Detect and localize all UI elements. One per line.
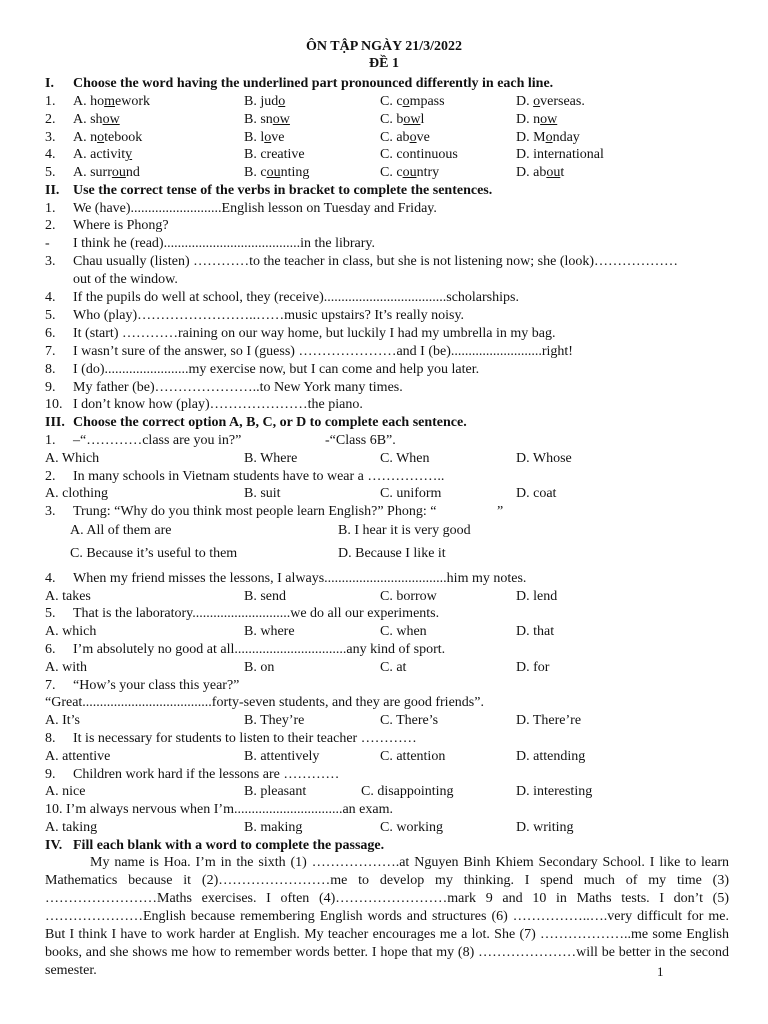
question-3-5-options xyxy=(45,623,735,640)
option-c: C. when xyxy=(380,624,427,639)
option-a: A. show xyxy=(73,111,120,127)
option-a: A. Which xyxy=(45,451,100,466)
question-2-line: 8. I (do)........................my exercise now, but I can come and help you later. xyxy=(45,362,480,377)
question-2-line: 7. I wasn’t sure of the answer, so I (guess) …………………and I (be)..........................right! xyxy=(45,344,573,359)
option-b: B. on xyxy=(244,660,275,675)
option-d: D. international xyxy=(516,147,604,163)
question-3-8-options xyxy=(45,748,735,765)
option-c: C. attention xyxy=(380,749,446,764)
option-d: D. for xyxy=(516,660,550,675)
option-d: D. Whose xyxy=(516,451,572,466)
question-3-7: 7. “How’s your class this year?” xyxy=(45,678,240,693)
question-3-3: 3. Trung: “Why do you think most people learn English?” Phong: “ ” xyxy=(45,504,504,519)
question-3-9-options xyxy=(45,783,735,800)
question-3-4: 4. When my friend misses the lessons, I always...................................him my notes. xyxy=(45,571,527,586)
option-a: A. takes xyxy=(45,589,91,604)
question-3-7-options xyxy=(45,712,735,729)
option-c: C. Because it’s useful to them xyxy=(70,546,238,561)
option-b: B. send xyxy=(244,589,286,604)
option-b: B. attentively xyxy=(244,749,320,764)
question-3-9: 9. Children work hard if the lessons are ………… xyxy=(45,767,340,782)
question-3-1-options xyxy=(45,450,735,467)
option-b: B. counting xyxy=(244,165,310,181)
question-2-line: 1. We (have)..........................English lesson on Tuesday and Friday. xyxy=(45,201,437,216)
option-d: D. about xyxy=(516,165,565,181)
option-c: C. country xyxy=(380,165,440,181)
question-1-1: 1. A. homework B. judo C. compass D. overseas. xyxy=(45,94,585,109)
option-c: C. bowl xyxy=(380,111,425,127)
page-subtitle: ĐỀ 1 xyxy=(369,56,399,71)
question-2-line: 4. If the pupils do well at school, they (receive)...................................scholarships. xyxy=(45,290,519,305)
option-d: D. overseas. xyxy=(516,94,585,109)
question-3-4-options xyxy=(45,588,735,605)
question-2-line: 6. It (start) …………raining on our way home, but luckily I had my umbrella in my bag. xyxy=(45,326,556,341)
option-a: A. taking xyxy=(45,820,98,835)
option-a: A. It’s xyxy=(45,713,80,728)
option-b: B. pleasant xyxy=(244,784,307,799)
question-3-6-options xyxy=(45,659,735,676)
question-1-2: 2. A. show B. snow C. bowl D. now xyxy=(45,111,558,127)
page-number: 1 xyxy=(657,964,664,979)
question-3-3-options-cd xyxy=(45,545,735,562)
option-b: B. They’re xyxy=(244,713,305,728)
question-3-2: 2. In many schools in Vietnam students have to wear a …………….. xyxy=(45,469,445,484)
option-c: C. above xyxy=(380,129,430,145)
question-1-5: 5. A. surround B. counting C. country D. about xyxy=(45,165,565,181)
question-2-line: 10. I don’t know how (play)…………………the piano. xyxy=(45,397,363,412)
option-d: D. There’re xyxy=(516,713,582,728)
option-d: D. interesting xyxy=(516,784,593,799)
option-a: A. All of them are xyxy=(70,523,172,538)
section-4-heading: IV. Fill each blank with a word to complete the passage. xyxy=(45,838,385,853)
option-a: A. notebook xyxy=(73,129,143,145)
option-c: C. continuous xyxy=(380,147,458,163)
option-d: D. attending xyxy=(516,749,586,764)
option-b: B. judo xyxy=(244,94,286,109)
option-a: A. nice xyxy=(45,784,86,799)
option-c: C. disappointing xyxy=(361,784,454,799)
question-2-line: 3. Chau usually (listen) …………to the teacher in class, but she is not listening now; she (look)……………… xyxy=(45,254,679,269)
question-3-8: 8. It is necessary for students to listen to their teacher ………… xyxy=(45,731,417,746)
option-c: C. There’s xyxy=(380,713,439,728)
option-a: A. which xyxy=(45,624,97,639)
section-3-heading: III. Choose the correct option A, B, C, or D to complete each sentence. xyxy=(45,415,467,430)
question-2-line: 2. Where is Phong? xyxy=(45,218,169,233)
option-a: A. surround xyxy=(73,165,140,181)
option-c: C. uniform xyxy=(380,486,442,501)
option-b: B. making xyxy=(244,820,303,835)
page-title: ÔN TẬP NGÀY 21/3/2022 xyxy=(306,39,462,54)
option-b: B. love xyxy=(244,129,285,145)
option-d: D. coat xyxy=(516,486,557,501)
option-d: D. that xyxy=(516,624,555,639)
option-c: C. compass xyxy=(380,94,445,109)
question-1-4: 4. A. activity B. creative C. continuous D. international xyxy=(45,147,604,163)
question-3-3-options-ab xyxy=(45,522,735,539)
option-b: B. suit xyxy=(244,486,281,501)
option-b: B. creative xyxy=(244,147,305,163)
section-1-heading: I. Choose the word having the underlined part pronounced differently in each line. xyxy=(45,76,554,91)
option-d: D. now xyxy=(516,111,558,127)
question-3-10: 10. I’m always nervous when I’m...............................an exam. xyxy=(45,802,393,817)
option-d: D. Monday xyxy=(516,129,580,145)
question-3-5: 5. That is the laboratory............................we do all our experiments. xyxy=(45,606,440,621)
option-b: B. Where xyxy=(244,451,298,466)
question-3-6: 6. I’m absolutely no good at all................................any kind of sport. xyxy=(45,642,446,657)
question-2-line: out of the window. xyxy=(73,272,178,287)
option-d: D. lend xyxy=(516,589,558,604)
option-c: C. When xyxy=(380,451,430,466)
option-a: A. homework xyxy=(73,94,151,109)
option-b: B. I hear it is very good xyxy=(338,523,471,538)
option-a: A. activity xyxy=(73,147,133,163)
option-c: C. borrow xyxy=(380,589,437,604)
option-a: A. clothing xyxy=(45,486,108,501)
option-c: C. at xyxy=(380,660,407,675)
question-3-10-options xyxy=(45,819,735,836)
option-a: A. with xyxy=(45,660,87,675)
question-3-7-line2: “Great.....................................forty-seven students, and they are good friends”. xyxy=(45,695,484,710)
option-d: D. writing xyxy=(516,820,574,835)
reading-passage xyxy=(45,854,729,980)
question-3-1: 1. –“…………class are you in?” -“Class 6B”. xyxy=(45,433,396,448)
question-2-line: 9. My father (be)…………………..to New York many times. xyxy=(45,380,403,395)
option-b: B. where xyxy=(244,624,295,639)
question-2-line: - I think he (read).......................................in the library. xyxy=(45,236,375,251)
question-3-2-options xyxy=(45,485,735,502)
option-a: A. attentive xyxy=(45,749,111,764)
option-c: C. working xyxy=(380,820,443,835)
question-1-3: 3. A. notebook B. love C. above D. Monday xyxy=(45,129,580,145)
passage-text: My name is Hoa. I’m in the sixth (1) ……………….at Nguyen Binh Khiem Secondary School. I like to learn Mathematics because it (2)……………………me to develop my thinking. I spend much of my time (3) ……………………Maths exercises. I often (4)……………………mark 9 and 10 in Maths tests. I don’t (5) …………………English because remembering English words and structures (6) ……………..….very difficult for me. But I think I have to work harder at English. My teacher encourages me a lot. She (7) ………………..me some English books, and she shows me how to remember words better. I hope that my (8) …………………will be better in the second semester. xyxy=(45,855,729,978)
question-2-line: 5. Who (play)……………………..……music upstairs? It’s really noisy. xyxy=(45,308,465,323)
option-d: D. Because I like it xyxy=(338,546,446,561)
section-2-heading: II. Use the correct tense of the verbs in bracket to complete the sentences. xyxy=(45,183,493,198)
option-b: B. snow xyxy=(244,111,290,127)
